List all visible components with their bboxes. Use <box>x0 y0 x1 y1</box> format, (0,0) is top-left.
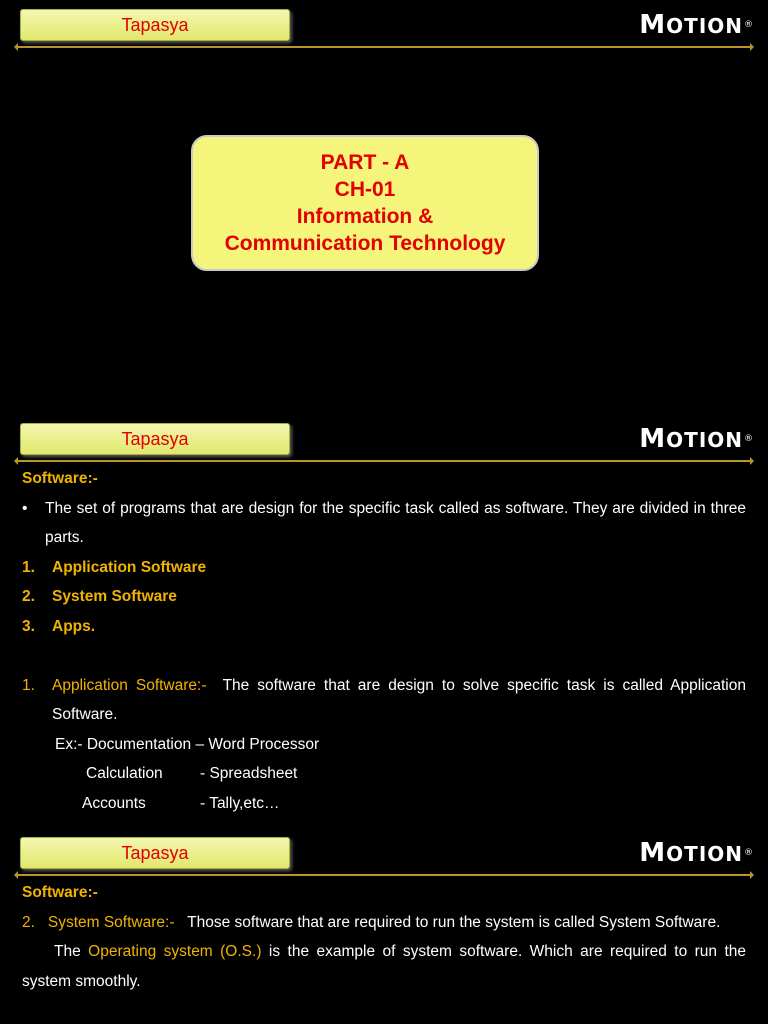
slide-content <box>22 878 746 996</box>
motion-logo: MOTION® <box>639 10 754 40</box>
motion-logo: MOTION® <box>639 838 754 868</box>
definition-text: Those software that are required to run the system is called System Software. <box>187 913 721 931</box>
title-line: PART - A <box>320 151 410 174</box>
definition-term: Application Software:- <box>52 676 207 694</box>
highlight-term: Operating system (O.S.) <box>88 943 262 960</box>
bullet-glyph: • <box>22 499 28 517</box>
header-rule <box>18 874 750 876</box>
example-paragraph: The Operating system (O.S.) is the example of system software. Which are required to run the system smoothly. <box>22 943 747 990</box>
example-row: Accounts - Tally,etc… <box>82 794 280 812</box>
definition-term: System Software:- <box>47 913 175 931</box>
title-line: Communication Technology <box>224 232 506 255</box>
slide-title <box>0 0 768 414</box>
title-line: Information & <box>296 205 434 228</box>
bullet-text: The set of programs that are design for the specific task called as software. They are divided in three parts. <box>45 499 746 546</box>
chapter-title-box <box>191 135 539 271</box>
header-rule <box>18 46 750 48</box>
list-item: 3. Apps. <box>22 617 96 635</box>
section-heading: Software:- <box>22 884 98 901</box>
list-item: 1. Application Software <box>22 558 207 576</box>
definition-text: The software that are design to solve specific task is called Application Software. <box>52 676 746 723</box>
section-heading: Software:- <box>22 470 98 487</box>
definition-number: 1. <box>22 676 35 694</box>
definition-paragraph <box>22 671 746 730</box>
title-line: CH-01 <box>334 178 396 201</box>
list-item: 2. System Software <box>22 588 177 605</box>
brand-tag: Tapasya <box>20 837 290 869</box>
definition-paragraph <box>22 908 746 938</box>
header-rule <box>18 460 750 462</box>
slide-system-software <box>0 828 768 1024</box>
definition-number: 2. <box>22 913 35 931</box>
motion-logo: MOTION® <box>639 424 754 454</box>
example-row: Ex:- Documentation – Word Processor <box>55 735 320 753</box>
example-row: Calculation - Spreadsheet <box>86 765 298 782</box>
slide-content <box>22 464 746 818</box>
slide-software <box>0 414 768 828</box>
bullet-paragraph <box>22 494 746 553</box>
brand-tag: Tapasya <box>20 423 290 455</box>
brand-tag: Tapasya <box>20 9 290 41</box>
